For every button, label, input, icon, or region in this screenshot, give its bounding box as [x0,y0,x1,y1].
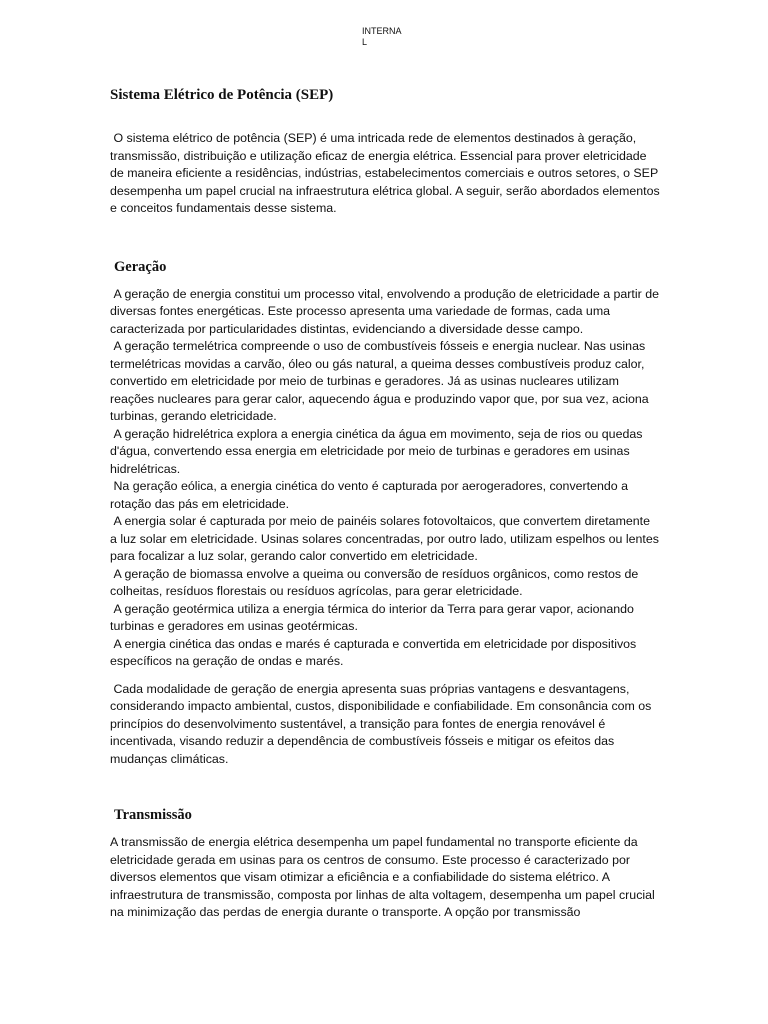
section-geracao [110,258,663,769]
paragraph: A geração de energia constitui um processo vital, envolvendo a produção de eletricidade a partir de diversas fontes energéticas. Este processo apresenta uma variedade de formas, cada uma caracterizada por particularidades distintas, evidenciando a diversidade desse campo. [110,286,663,336]
intro-paragraph: O sistema elétrico de potência (SEP) é uma intricada rede de elementos destinados à geração, transmissão, distribuição e utilização eficaz de energia elétrica. Essencial para prover eletricidade de maneira eficiente a residências, indústrias, estabelecimentos comerciais e outros setores, o SEP desempenha um papel crucial na infraestrutura elétrica global. A seguir, serão abordados elementos e conceitos fundamentais desse sistema. [110,131,664,215]
section-heading: Transmissão [114,807,192,823]
closing-paragraph: Cada modalidade de geração de energia apresenta suas próprias vantagens e desvantagens, considerando impacto ambiental, custos, disponibilidade e confiabilidade. Em consonância com os princípios do desenvolvimento sustentável, a transição para fontes de energia renovável é incentivada, visando reduzir a dependência de combustíveis fósseis e mitigar os efeitos das mudanças climáticas. [110,681,655,766]
section-heading: Geração [114,258,167,275]
paragraph: A energia solar é capturada por meio de painéis solares fotovoltaicos, que convertem diretamente a luz solar em eletricidade. Usinas solares concentradas, por outro lado, utilizam espelhos ou lentes para focalizar a luz solar, gerando calor convertido em eletricidade. [110,514,663,563]
paragraph: A geração hidrelétrica explora a energia cinética da água em movimento, seja de rios ou quedas d'água, convertendo essa energia em eletricidade por meio de turbinas e geradores em usinas hidrelétricas. [110,426,646,476]
paragraph: A transmissão de energia elétrica desempenha um papel fundamental no transporte eficiente da eletricidade gerada em usinas para os centros de consumo. Este processo é caracterizado por diversos elementos que visam otimizar a eficiência e a confiabilidade do sistema elétrico. A infraestrutura de transmissão, composta por linhas de alta voltagem, desempenha um papel crucial na minimização das perdas de energia durante o transporte. A opção por transmissão [110,835,659,919]
paragraph: A geração termelétrica compreende o uso de combustíveis fósseis e energia nuclear. Nas usinas termelétricas movidas a carvão, óleo ou gás natural, a queima desses combustíveis produz calor, convertido em eletricidade por meio de turbinas e geradores. Já as usinas nucleares utilizam reações nucleares para gerar calor, aquecendo água e produzindo vapor que, por sua vez, aciona turbinas, gerando eletricidade. [110,339,653,423]
paragraph: A geração geotérmica utiliza a energia térmica do interior da Terra para gerar vapor, acionando turbinas e geradores em usinas geotérmicas. [110,601,638,633]
paragraph: Na geração eólica, a energia cinética do vento é capturada por aerogeradores, convertendo a rotação das pás em eletricidade. [110,479,632,511]
document-body [110,86,664,922]
document-title: Sistema Elétrico de Potência (SEP) [110,87,334,103]
paragraph: A geração de biomassa envolve a queima ou conversão de resíduos orgânicos, como restos de colheitas, resíduos florestais ou resíduos agrícolas, para gerar eletricidade. [110,566,642,598]
classification-label: INTERNAL [362,26,402,47]
section-transmissao [110,806,660,922]
paragraph: A energia cinética das ondas e marés é capturada e convertida em eletricidade por dispositivos específicos na geração de ondas e marés. [110,636,640,668]
